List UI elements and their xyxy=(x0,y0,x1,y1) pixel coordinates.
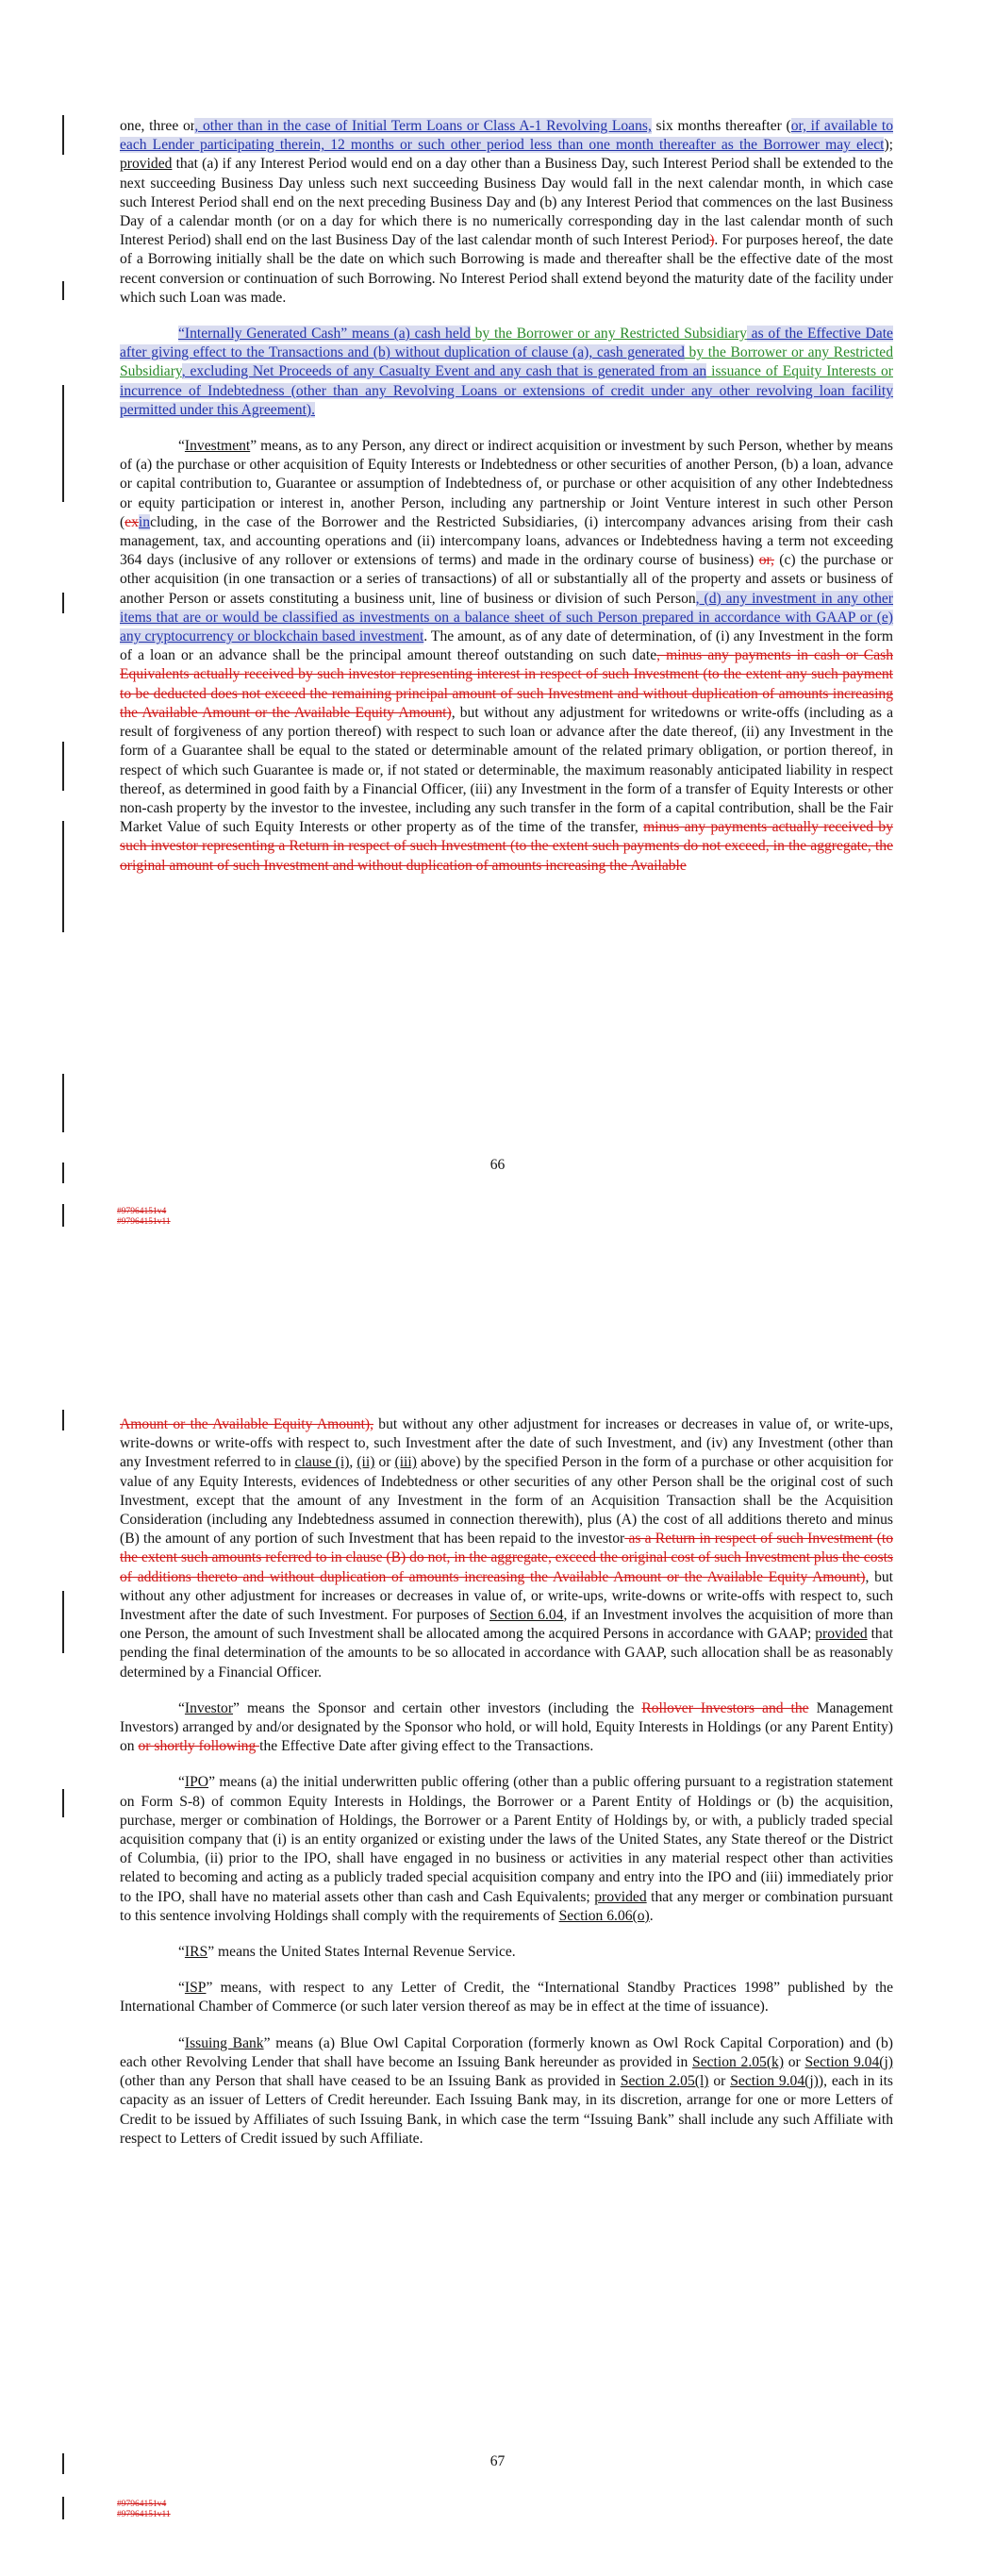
page-number: 66 xyxy=(489,1157,506,1173)
change-bar xyxy=(62,385,64,502)
change-bar xyxy=(62,1204,64,1227)
text-run: ” means (a) the initial underwritten public offering (other than a public offering pursuant to a registration statement on Form S-8) of common Equity Interests in Holdings, the Borrower or a Parent Entity of Holdings or (b) the acquisition, purchase, merger or combination of Holdings, the Borrower or a Parent Entity of Holdings by, or with, a publicly traded special acquisition company that (i) is an entity organized or existing under the laws of the United States, any State thereof or the District of Columbia, (ii) prior to the IPO, shall have engaged in no business or activities in any material respect other than activities related to becoming and acting as a publicly traded special acquisition company and entry into the IPO and (iii) immediately prior to the IPO, shall have no material assets other than cash and Cash Equivalents; xyxy=(120,1774,893,1905)
deleted-text: , minus any payments in cash or Cash Equivalents actually received by such investor representing interest in respect of such Investment (to the extent any such payment to be deducted does not exceed the remaining principal amount of such Investment and without duplication of amounts increasing the Available Amount or the Available Equity Amount) xyxy=(120,647,893,721)
underlined-term: (iii) xyxy=(394,1454,417,1471)
footer-doc-id: #97964151v11 xyxy=(117,2510,171,2519)
text-run: Management Investors) arranged by and/or designated by the Sponsor who hold, or will hold, Equity Interests in Holdings (or any Parent Entity) on xyxy=(120,1699,893,1755)
underlined-term: provided xyxy=(594,1888,647,1905)
isp-definition xyxy=(120,1979,893,2016)
underlined-term: Section 6.04 xyxy=(489,1607,564,1624)
underlined-term: IPO xyxy=(184,1774,209,1791)
text-run: ” means (a) Blue Owl Capital Corporation (formerly known as Owl Rock Capital Corporation) and (b) each other Revolving Lender that shall have become an Issuing Bank hereunder as provided in xyxy=(120,2034,893,2070)
text-run: one, three or xyxy=(120,118,195,134)
text-run: six months thereafter ( xyxy=(651,118,791,134)
underlined-term: clause (i) xyxy=(294,1454,350,1471)
text-run: “ xyxy=(178,1699,185,1716)
text-run: ” means the United States Internal Revenue Service. xyxy=(207,1944,516,1961)
moved-text: issuance of Equity Interests or xyxy=(706,363,893,380)
interest-period-paragraph xyxy=(120,117,893,308)
moved-text: by the Borrower or any Restricted Subsidiary xyxy=(120,344,893,380)
underlined-term: provided xyxy=(120,156,173,173)
issuing-bank-definition xyxy=(120,2034,893,2149)
underlined-term: Investor xyxy=(184,1699,234,1716)
underlined-term: Section 2.05(k) xyxy=(692,2053,785,2070)
investment-continuation-paragraph xyxy=(120,1415,893,1682)
moved-text: by the Borrower or any Restricted Subsidiary xyxy=(470,326,747,343)
inserted-text: , excluding Net Proceeds of any Casualty Event and any cash that is generated from an xyxy=(181,363,707,380)
text-run: “ xyxy=(178,2034,185,2051)
footer-doc-id: #97964151v4 xyxy=(117,1207,167,1216)
page-67-body xyxy=(120,1415,893,2166)
deleted-text: as a Return in respect of such Investment (to the extent such amounts referred to in clause (B) do not, in the aggregate, exceed the original cost of such Investment plus the costs of additions thereto and without duplication of amounts increasing the Available Amount or the Available Equity Amount) xyxy=(120,1531,893,1585)
underlined-term: ISP xyxy=(184,1980,207,1997)
deleted-text: minus any payments actually received by such investor representing a Return in respect of such Investment (to the extent such payments do not exceed, in the aggregate, the original amount of such Investment and without duplication of amounts increasing the Available xyxy=(120,819,893,874)
change-bar xyxy=(62,1789,64,1817)
inserted-text: incurrence of Indebtedness (other than any Revolving Loans or extensions of credit under any other revolving loan facility permitted under this Agreement). xyxy=(120,382,893,418)
underlined-term: (ii) xyxy=(357,1454,375,1471)
page-66 xyxy=(0,0,995,1264)
text-run: “ xyxy=(178,1980,185,1997)
page-66-body xyxy=(120,117,893,893)
inserted-text: , (d) any investment in any other items that are or would be classified as investments on a balance sheet of such Person prepared in accordance with GAAP or (e) any cryptocurrency or blockchain based investment xyxy=(120,590,893,645)
page-67 xyxy=(0,1359,995,2576)
deleted-text: or, xyxy=(758,552,774,569)
irs-definition xyxy=(120,1943,893,1962)
text-run: that (a) if any Interest Period would end on a day other than a Business Day, such Interest Period shall be extended to the next succeeding Business Day unless such next succeeding Business Day would fall in the next calendar month, in which case such Interest Period shall end on the next preceding Business Day and (b) any Interest Period that commences on the last Business Day of a calendar month (or on a day for which there is no numerically corresponding day in the last calendar month of such Interest Period) shall end on the last Business Day of the last calendar month of such Interest Period xyxy=(120,156,893,249)
change-bar xyxy=(62,1410,64,1430)
ipo-definition xyxy=(120,1773,893,1926)
internally-generated-cash-definition xyxy=(120,325,893,420)
change-bar xyxy=(62,821,64,932)
text-run: . The amount, as of any date of determination, of (i) any Investment in the form of a loan or an advance shall be the principal amount thereof outstanding on such date xyxy=(120,628,893,664)
change-bar xyxy=(62,1591,64,1653)
text-run: or xyxy=(708,2073,731,2090)
inserted-text: as of the Effective Date after giving effect to the Transactions xyxy=(120,326,893,361)
underlined-term: Issuing Bank xyxy=(184,2034,264,2051)
footer-doc-id: #97964151v11 xyxy=(117,1217,171,1227)
investor-definition xyxy=(120,1699,893,1757)
inserted-text: , other than in the case of Initial Term Loans or Class A-1 Revolving Loans, xyxy=(194,118,652,134)
text-run: that pending the final determination of the amounts to be so allocated in accordance with GAAP, such allocation shall be as reasonably determined by a Financial Officer. xyxy=(120,1626,893,1681)
text-run: above) by the specified Person in the form of a purchase or other acquisition for value of any Equity Interests, evidences of Indebtedness or other securities of any other Person shall be the original cost of such Investment, except that the amount of any Investment in the form of an Acquisition Transaction shall be the Acquisition Consideration (including any Indebtedness assumed in connection therewith), plus (A) the cost of all additions thereto and minus (B) the amount of any portion of such Investment that has been repaid to the investor xyxy=(120,1454,893,1547)
text-run: ” means, with respect to any Letter of Credit, the “International Standby Practices 1998” published by the International Chamber of Commerce (or such later version thereof as may be in effect at the time of issuance). xyxy=(120,1980,893,2016)
text-run: . xyxy=(649,1907,654,1924)
inserted-text: and (b) without duplication of clause (a), cash generated xyxy=(342,344,685,361)
text-run: “ xyxy=(178,1774,185,1791)
text-run: . For purposes hereof, the date of a Borrowing initially shall be the date on which such Borrowing is made and thereafter shall be the effective date of the most recent conversion or continuation of such Borrowing. No Interest Period shall extend beyond the maturity date of the facility under which such Loan was made. xyxy=(120,232,893,306)
text-run: ), each in its capacity as an issuer of Letters of Credit hereunder. Each Issuing Bank may, in its discretion, arrange for one or more Letters of Credit to be issued by Affiliates of such Issuing Bank, in which case the term “Issuing Bank” shall include any such Affiliate with respect to Letters of Credit issued by such Affiliate. xyxy=(120,2073,893,2147)
text-run: or xyxy=(374,1454,395,1471)
deleted-text: Rollover Investors and the xyxy=(641,1699,809,1716)
deleted-text: Amount or the Available Equity Amount), xyxy=(120,1416,374,1432)
text-run: or xyxy=(784,2053,805,2070)
underlined-term: Section 6.06(o) xyxy=(558,1907,650,1924)
text-run: but without any other adjustment for increases or decreases in value of, or write-ups, write-downs or write-offs with respect to, such Investment after the date of such Investment, and (iv) any Investment (other than any Investment referred to in xyxy=(120,1416,893,1471)
underlined-term: Section 2.05(l) xyxy=(620,2073,709,2090)
inserted-text: in xyxy=(138,513,151,530)
text-run: , but without any other adjustment for increases or decreases in value of, or write-ups, write-downs or write-offs with respect to, such Investment after the date of such Investment. For purposes of xyxy=(120,1568,893,1624)
investment-definition xyxy=(120,437,893,876)
change-bar xyxy=(62,281,64,300)
text-run: ” means, as to any Person, any direct or indirect acquisition or investment by such Person, whether by means of (a) the purchase or other acquisition of Equity Interests or Indebtedness or other securities of another Person, (b) a loan, advance or capital contribution to, Guarantee or assumption of Indebtedness of, or purchase or other acquisition of any other Indebtedness or equity participation or interest in, another Person, including any partnership or Joint Venture interest in such other Person ( xyxy=(120,438,893,530)
deleted-text: ex xyxy=(124,513,139,530)
text-run: , but without any adjustment for writedowns or write-offs (including as a result of forgiveness of any portion thereof) with respect to such loan or advance after the date thereof, (ii) any Investment in the form of a Guarantee shall be equal to the stated or determinable amount of the related primary obligation, or portion thereof, in respect of which such Guarantee is made or, if not stated or determinable, the maximum reasonably anticipated liability in respect thereof, as determined in good faith by a Financial Officer, (iii) any Investment in the form of a transfer of Equity Interests or other non-cash property by the investor to the investee, including any such transfer in the form of a capital contribution, shall be the Fair Market Value of such Equity Interests or other property as of the time of the transfer, xyxy=(120,704,893,836)
underlined-term: Section 9.04(j) xyxy=(730,2073,819,2090)
underlined-term: IRS xyxy=(184,1944,208,1961)
change-bar xyxy=(62,115,64,155)
text-run: cluding, in the case of the Borrower and the Restricted Subsidiaries, (i) intercompany advances arising from their cash management, tax, and accounting operations and (ii) intercompany loans, advances or Indebtedness having a term not exceeding 364 days (inclusive of any rollover or extensions of terms) and made in the ordinary course of business) xyxy=(120,513,893,569)
text-run: (c) the purchase or other acquisition (in one transaction or a series of transactions) of all or substantially all of the property and assets or business of another Person or assets constituting a business unit, line of business or division of such Person xyxy=(120,552,893,607)
deleted-text: or shortly following xyxy=(138,1738,260,1755)
underlined-term: Section 9.04(j) xyxy=(804,2053,893,2070)
underlined-term: Investment xyxy=(184,438,251,455)
inserted-text: or, if available to each Lender participating therein, 12 months or such other period less than one month thereafter as the Borrower may elect xyxy=(120,118,893,154)
footer-doc-id: #97964151v4 xyxy=(117,2500,167,2509)
deleted-text: ) xyxy=(709,232,715,249)
text-run: the Effective Date after giving effect to the Transactions. xyxy=(259,1738,594,1755)
change-bar xyxy=(62,2497,64,2519)
text-run: , xyxy=(349,1454,357,1471)
change-bar xyxy=(62,742,64,791)
underlined-term: provided xyxy=(815,1626,868,1643)
text-run: “ xyxy=(178,438,185,455)
text-run: ” means the Sponsor and certain other investors (including the xyxy=(233,1699,642,1716)
change-bar xyxy=(62,593,64,613)
text-run: “ xyxy=(178,1944,185,1961)
text-run: , if an Investment involves the acquisition of more than one Person, the amount of such Investment shall be allocated among the acquired Persons in accordance with GAAP; xyxy=(120,1607,893,1643)
text-run: that any merger or combination pursuant to this sentence involving Holdings shall comply with the requirements of xyxy=(120,1888,893,1924)
inserted-text: “Internally Generated Cash” means (a) cash held xyxy=(178,326,471,343)
text-run: (other than any Person that shall have ceased to be an Issuing Bank as provided in xyxy=(120,2073,621,2090)
change-bar xyxy=(62,1074,64,1132)
text-run: ); xyxy=(884,137,893,154)
page-number: 67 xyxy=(489,2453,506,2469)
